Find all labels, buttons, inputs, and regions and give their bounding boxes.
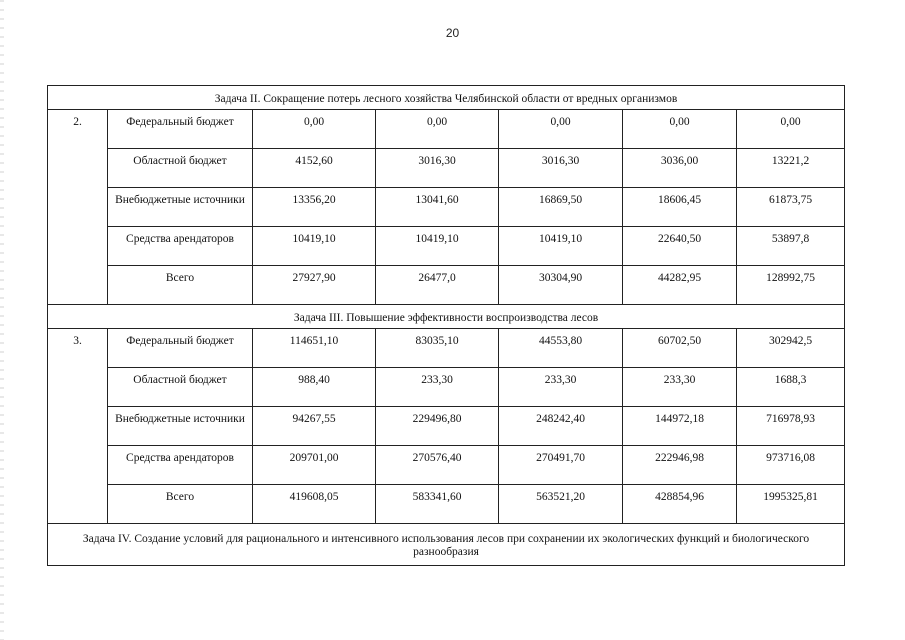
amount-cell: 419608,05 xyxy=(253,485,376,524)
amount-cell: 270491,70 xyxy=(499,446,623,485)
funding-source: Федеральный бюджет xyxy=(108,110,253,149)
amount-cell: 22640,50 xyxy=(623,227,737,266)
task-number: 2. xyxy=(48,110,108,305)
amount-cell: 302942,5 xyxy=(737,329,845,368)
amount-cell: 30304,90 xyxy=(499,266,623,305)
funding-source: Федеральный бюджет xyxy=(108,329,253,368)
funding-source: Внебюджетные источники xyxy=(108,188,253,227)
funding-source: Внебюджетные источники xyxy=(108,407,253,446)
amount-cell: 128992,75 xyxy=(737,266,845,305)
task-title: Задача III. Повышение эффективности воспроизводства лесов xyxy=(48,305,845,329)
amount-cell: 0,00 xyxy=(376,110,499,149)
table-row xyxy=(48,446,845,485)
table-row xyxy=(48,368,845,407)
task-heading-row xyxy=(48,524,845,566)
amount-cell: 61873,75 xyxy=(737,188,845,227)
page-number: 20 xyxy=(445,26,460,40)
amount-cell: 26477,0 xyxy=(376,266,499,305)
amount-cell: 222946,98 xyxy=(623,446,737,485)
funding-source: Всего xyxy=(108,485,253,524)
task-heading-row xyxy=(48,86,845,110)
amount-cell: 248242,40 xyxy=(499,407,623,446)
amount-cell: 144972,18 xyxy=(623,407,737,446)
amount-cell: 0,00 xyxy=(499,110,623,149)
amount-cell: 973716,08 xyxy=(737,446,845,485)
amount-cell: 4152,60 xyxy=(253,149,376,188)
amount-cell: 716978,93 xyxy=(737,407,845,446)
amount-cell: 60702,50 xyxy=(623,329,737,368)
amount-cell: 233,30 xyxy=(376,368,499,407)
table-row xyxy=(48,188,845,227)
amount-cell: 270576,40 xyxy=(376,446,499,485)
amount-cell: 233,30 xyxy=(623,368,737,407)
amount-cell: 0,00 xyxy=(623,110,737,149)
amount-cell: 94267,55 xyxy=(253,407,376,446)
amount-cell: 16869,50 xyxy=(499,188,623,227)
amount-cell: 1688,3 xyxy=(737,368,845,407)
amount-cell: 988,40 xyxy=(253,368,376,407)
amount-cell: 83035,10 xyxy=(376,329,499,368)
table-row xyxy=(48,266,845,305)
amount-cell: 3016,30 xyxy=(499,149,623,188)
task-title: Задача IV. Создание условий для рационального и интенсивного использования лесов при сохранении их экологических функций и биологического разнообразия xyxy=(48,524,845,566)
amount-cell: 0,00 xyxy=(253,110,376,149)
table-row xyxy=(48,110,845,149)
budget-table xyxy=(47,85,845,566)
task-title: Задача II. Сокращение потерь лесного хозяйства Челябинской области от вредных организмов xyxy=(48,86,845,110)
table-row xyxy=(48,227,845,266)
amount-cell: 10419,10 xyxy=(376,227,499,266)
amount-cell: 18606,45 xyxy=(623,188,737,227)
amount-cell: 1995325,81 xyxy=(737,485,845,524)
amount-cell: 0,00 xyxy=(737,110,845,149)
funding-source: Областной бюджет xyxy=(108,149,253,188)
amount-cell: 428854,96 xyxy=(623,485,737,524)
task-number: 3. xyxy=(48,329,108,524)
amount-cell: 563521,20 xyxy=(499,485,623,524)
amount-cell: 13041,60 xyxy=(376,188,499,227)
amount-cell: 13356,20 xyxy=(253,188,376,227)
table-row xyxy=(48,329,845,368)
amount-cell: 13221,2 xyxy=(737,149,845,188)
amount-cell: 3036,00 xyxy=(623,149,737,188)
funding-source: Областной бюджет xyxy=(108,368,253,407)
budget-table-body xyxy=(48,86,845,566)
amount-cell: 229496,80 xyxy=(376,407,499,446)
amount-cell: 44553,80 xyxy=(499,329,623,368)
table-row xyxy=(48,407,845,446)
funding-source: Средства арендаторов xyxy=(108,227,253,266)
table-row xyxy=(48,485,845,524)
amount-cell: 114651,10 xyxy=(253,329,376,368)
funding-source: Средства арендаторов xyxy=(108,446,253,485)
amount-cell: 27927,90 xyxy=(253,266,376,305)
amount-cell: 10419,10 xyxy=(253,227,376,266)
amount-cell: 233,30 xyxy=(499,368,623,407)
amount-cell: 583341,60 xyxy=(376,485,499,524)
funding-source: Всего xyxy=(108,266,253,305)
amount-cell: 44282,95 xyxy=(623,266,737,305)
table-row xyxy=(48,149,845,188)
amount-cell: 3016,30 xyxy=(376,149,499,188)
amount-cell: 53897,8 xyxy=(737,227,845,266)
scan-edge-marks xyxy=(0,0,4,640)
task-heading-row xyxy=(48,305,845,329)
amount-cell: 209701,00 xyxy=(253,446,376,485)
amount-cell: 10419,10 xyxy=(499,227,623,266)
